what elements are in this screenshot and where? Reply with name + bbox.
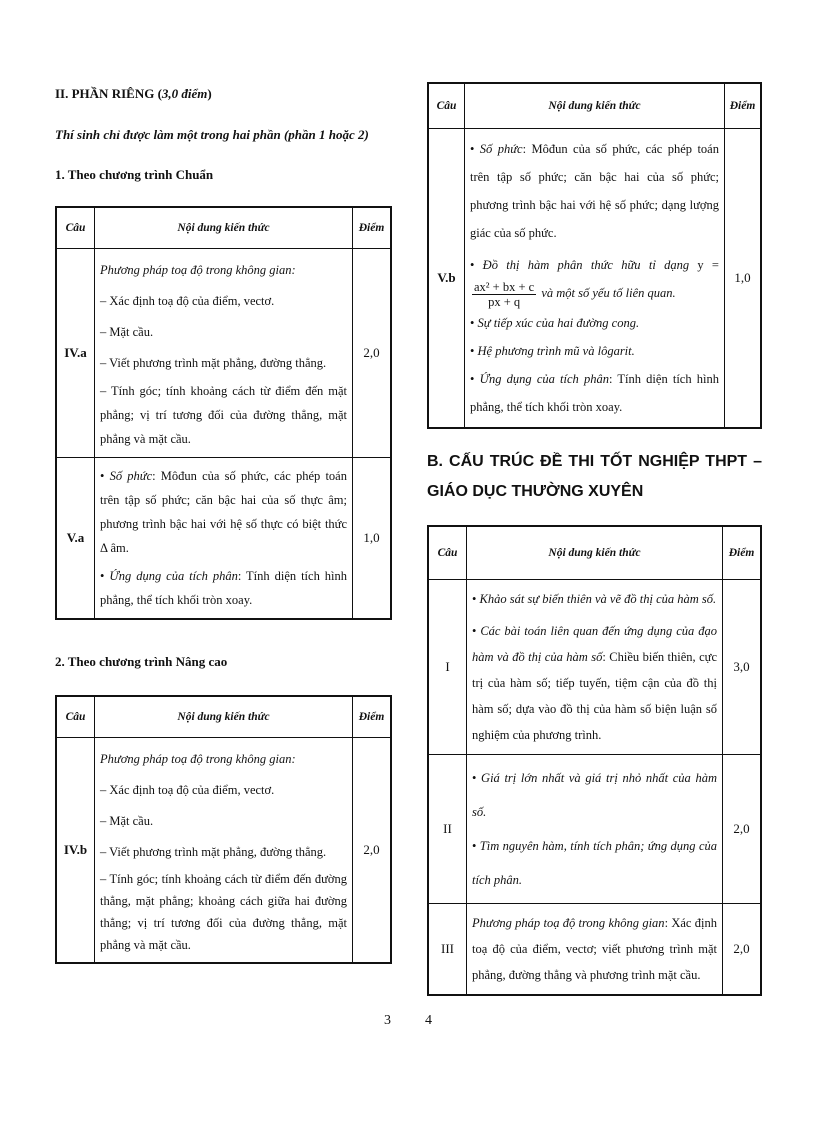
part1-title: 1. Theo chương trình Chuẩn [55,167,214,182]
page-number-right: 4 [425,1013,432,1028]
row-content: • Giá trị lớn nhất và giá trị nhỏ nhất của hàm số. • Tìm nguyên hàm, tính tích phân; ứng dụng của tích phân. [467,754,723,903]
question-label: I [428,579,467,754]
row-content: • Số phức: Môđun của số phức, các phép toán trên tập số phức; căn bậc hai của số phức; phương trình bậc hai với hệ số phức; dạng lượng giác của số phức. • Đồ thị hàm phân thức hữu tỉ dạng y = $\frac{\text{ax² + bx + c}}{px + q}$ và một số yếu tố liên quan. • Sự tiếp xúc của hai đường cong. • Hệ phương trình mũ và lôgarit. • Ứng dụng của tích phân: Tính diện tích hình phẳng, thể tích khối tròn xoay. [465,129,725,428]
page-number-left: 3 [384,1013,391,1028]
table-row [428,903,761,995]
right-column [427,82,762,996]
score: 2,0 [723,754,762,903]
score: 1,0 [353,458,392,620]
question-label: V.b [428,129,465,428]
standard-program-table [55,206,392,620]
score: 2,0 [723,903,762,995]
table-row [428,579,761,754]
table-row [56,458,391,620]
question-label: II [428,754,467,903]
question-label: III [428,903,467,995]
header-diem: Điểm [353,696,392,738]
header-diem: Điểm [723,526,762,580]
question-label: V.a [56,458,95,620]
left-column [55,86,392,964]
header-noidung: Nội dung kiến thức [467,526,723,580]
advanced-program-table [55,695,392,964]
header-cau: Câu [56,207,95,249]
header-diem: Điểm [725,83,762,129]
table-header [428,526,761,580]
instruction: Thí sinh chỉ được làm một trong hai phần (phần 1 hoặc 2) [55,127,369,142]
table-row [428,129,761,428]
table-row [56,249,391,458]
header-cau: Câu [428,526,467,580]
header-cau: Câu [56,696,95,738]
table-header [428,83,761,129]
row-content: • Khảo sát sự biến thiên và vẽ đồ thị của hàm số. • Các bài toán liên quan đến ứng dụng của đạo hàm và đồ thị của hàm số: Chiều biến thiên, cực trị của hàm số; tiếp tuyến, tiệm cận của đồ thị hàm số; dựa vào đồ thị của hàm số biện luận số nghiệm của phương trình. [467,579,723,754]
row-content: Phương pháp toạ độ trong không gian: – Xác định toạ độ của điểm, vectơ. – Mặt cầu. – Viết phương trình mặt phẳng, đường thẳng. – Tính góc; tính khoảng cách từ điểm đến đường thẳng, mặt phẳng; khoảng cách giữa hai đường thẳng; vị trí tương đối của đường thẳng, mặt phẳng và mặt cầu. [95,738,353,964]
question-label: IV.b [56,738,95,964]
section-b-title: B. CẤU TRÚC ĐỀ THI TỐT NGHIỆP THPT – GIÁO DỤC THƯỜNG XUYÊN [427,452,762,500]
formula: y = $\frac{\text{ax² + bx + c}}{px + q}$ [474,258,719,309]
table-header [56,696,391,738]
row-content: Phương pháp toạ độ trong không gian: Xác định toạ độ của điểm, vectơ; viết phương trình mặt phẳng, đường thẳng và phương trình mặt cầu. [467,903,723,995]
table-row [56,738,391,964]
table-header [56,207,391,249]
header-diem: Điểm [353,207,392,249]
score: 1,0 [725,129,762,428]
table-row [428,754,761,903]
score: 3,0 [723,579,762,754]
header-noidung: Nội dung kiến thức [95,696,353,738]
header-cau: Câu [428,83,465,129]
row-content: Phương pháp toạ độ trong không gian: – Xác định toạ độ của điểm, vectơ. – Mặt cầu. – Viết phương trình mặt phẳng, đường thẳng. – Tính góc; tính khoảng cách từ điểm đến mặt phẳng; vị trí tương đối của đường thẳng, mặt phẳng và mặt cầu. [95,249,353,458]
gdtx-structure-table [427,525,762,996]
part2-title: 2. Theo chương trình Nâng cao [55,654,228,669]
header-noidung: Nội dung kiến thức [465,83,725,129]
question-label: IV.a [56,249,95,458]
section-title: II. PHẦN RIÊNG (3,0 điểm) [55,86,212,101]
header-noidung: Nội dung kiến thức [95,207,353,249]
score: 2,0 [353,738,392,964]
score: 2,0 [353,249,392,458]
advanced-vb-table [427,82,762,429]
row-content: • Số phức: Môđun của số phức, các phép toán trên tập số phức; căn bậc hai của số thực âm; phương trình bậc hai với hệ số thực có biệt thức Δ âm. • Ứng dụng của tích phân: Tính diện tích hình phẳng, thể tích khối tròn xoay. [95,458,353,620]
